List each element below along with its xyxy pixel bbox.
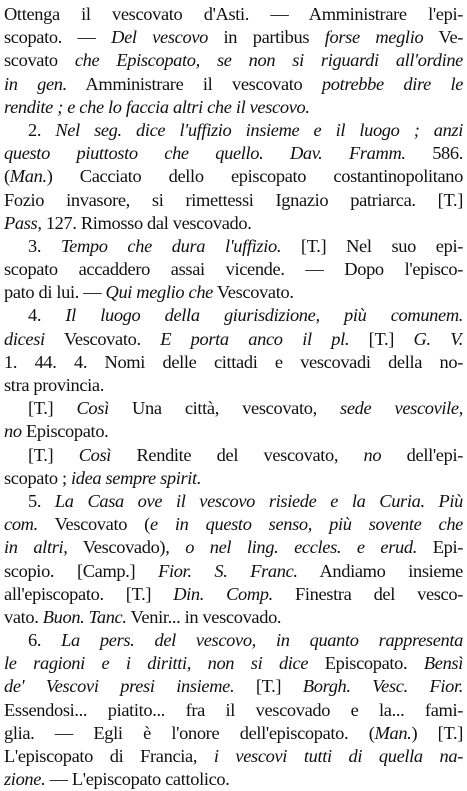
roman-text: Ve- — [423, 27, 463, 48]
roman-text: 127. Rimosso dal vescovado. — [41, 212, 252, 233]
italic-text: in gen. — [4, 73, 67, 94]
italic-text: Man. — [374, 722, 412, 743]
italic-text: Del vescovo — [111, 27, 208, 48]
text-line — [4, 212, 463, 235]
roman-text: [T.] — [234, 676, 303, 697]
text-line — [4, 699, 463, 722]
roman-text: 3. — [28, 235, 61, 256]
roman-text: [T.] — [349, 328, 414, 349]
italic-text: Così — [78, 444, 112, 465]
roman-text: scopato. — — [4, 27, 112, 48]
roman-text: Vescovato ( — [37, 514, 150, 535]
roman-text: [T.] — [28, 444, 79, 465]
text-line — [4, 652, 463, 675]
italic-text: Borgh. Vesc. Fior. — [302, 676, 463, 697]
roman-text: Andiamo insieme — [297, 560, 463, 581]
roman-text: scopato ; — [4, 467, 71, 488]
roman-text: Fozio invasore, si rimettessi Ignazio patriarca. [T.] — [4, 189, 463, 210]
roman-text: scopato accaddero assai vicende. — Dopo l'episco- — [4, 259, 463, 280]
text-line — [4, 49, 463, 72]
roman-text: [T.] — [28, 398, 77, 419]
text-line — [4, 235, 463, 258]
text-line — [4, 420, 463, 443]
italic-text: questo piuttosto che quello. Dav. Framm. — [4, 143, 406, 164]
roman-text: 6. — [28, 630, 62, 651]
italic-text: La pers. del vescovo, in quanto rappresenta — [61, 630, 463, 651]
italic-text: potrebbe dire le — [321, 73, 463, 94]
italic-text: Pass, — [4, 212, 42, 233]
roman-text: Venir... in vescovado. — [126, 606, 282, 627]
text-line — [4, 444, 463, 467]
roman-text: in partibus — [207, 27, 325, 48]
italic-text: G. V. — [413, 328, 463, 349]
text-line — [4, 3, 463, 26]
roman-text: scopio. [Camp.] — [4, 560, 159, 581]
roman-text: pato di lui. — — [4, 282, 106, 303]
roman-text: Rendite del vescovato, — [111, 444, 364, 465]
roman-text: scovato — [4, 50, 75, 71]
italic-text: dicesi — [4, 328, 45, 349]
italic-text: le ragioni e i diritti, non si dice — [4, 653, 309, 674]
roman-text: Essendosi... piatito... fra il vescovado e la... fami- — [4, 699, 463, 720]
text-line — [4, 560, 463, 583]
roman-text: Epi- — [417, 537, 463, 558]
text-line — [4, 328, 463, 351]
italic-text: rendite ; e che lo faccia altri che il vescovo. — [4, 96, 310, 117]
text-line — [4, 467, 463, 490]
italic-text: forse meglio — [324, 27, 424, 48]
roman-text: — L'episcopato cattolico. — [45, 769, 230, 790]
text-line — [4, 606, 463, 629]
roman-text: ) [T.] — [411, 722, 463, 743]
roman-text: ( — [4, 166, 10, 187]
text-line — [4, 165, 463, 188]
italic-text: e in questo senso, più sovente che — [149, 514, 463, 535]
italic-text: Din. Comp. — [173, 583, 273, 604]
roman-text: Episcopato. — [21, 421, 109, 442]
text-line — [4, 351, 463, 374]
roman-text: 5. — [28, 490, 55, 511]
roman-text: 1. 44. 4. Nomi delle cittadi e vescovadi della no- — [4, 351, 463, 372]
italic-text: E porta anco il pl. — [160, 328, 350, 349]
roman-text: L'episcopato di Francia, — [4, 746, 214, 766]
roman-text: 2. — [28, 119, 56, 140]
roman-text: 586. — [405, 143, 463, 164]
italic-text: o nel ling. eccles. e erud. — [185, 537, 417, 558]
italic-text: i vescovi tutti di quella na- — [213, 746, 463, 766]
roman-text: stra provincia. — [4, 375, 104, 395]
text-line — [4, 722, 463, 745]
roman-text: glia. — Egli è l'onore dell'episcopato. ( — [4, 722, 375, 743]
text-line — [4, 513, 463, 536]
text-line — [4, 374, 463, 397]
text-line — [4, 536, 463, 559]
italic-text: Nel seg. dice l'uffizio insieme e il luogo ; anzi — [55, 119, 463, 140]
italic-text: Bensì — [423, 653, 463, 674]
text-line — [4, 119, 463, 142]
roman-text: Vescovado), — [67, 537, 186, 558]
italic-text: no — [4, 421, 22, 442]
text-line — [4, 397, 463, 420]
text-line — [4, 73, 463, 96]
italic-text: de' Vescovi presi insieme. — [4, 676, 235, 697]
roman-text: vato. — [4, 606, 43, 627]
text-line — [4, 583, 463, 606]
text-line — [4, 304, 463, 327]
italic-text: Buon. Tanc. — [42, 606, 127, 627]
text-line — [4, 490, 463, 513]
text-line — [4, 142, 463, 165]
italic-text: Il luogo della giurisdizione, più comunem. — [65, 305, 463, 326]
italic-text: Fior. S. Franc. — [158, 560, 298, 581]
italic-text: Tempo che dura l'uffizio. — [60, 235, 282, 256]
text-line — [4, 629, 463, 652]
text-line — [4, 281, 463, 304]
roman-text: Vescovato. — [44, 328, 161, 349]
text-line — [4, 768, 463, 791]
roman-text: 4. — [28, 305, 66, 326]
roman-text: Amministrare il vescovato — [66, 73, 322, 94]
italic-text: com. — [4, 514, 38, 535]
italic-text: che Episcopato, se non si riguardi all'ordine — [74, 50, 463, 71]
text-line — [4, 189, 463, 212]
italic-text: idea sempre spirit. — [70, 467, 202, 488]
roman-text: dell'epi- — [381, 444, 463, 465]
italic-text: in altri, — [4, 537, 68, 558]
roman-text: Finestra del vesco- — [272, 583, 463, 604]
italic-text: Qui meglio che — [105, 282, 213, 303]
text-line — [4, 745, 463, 768]
roman-text: all'episcopato. [T.] — [4, 583, 174, 604]
roman-text: [T.] Nel suo epi- — [281, 235, 463, 256]
text-line — [4, 96, 463, 119]
italic-text: Così — [76, 398, 109, 419]
roman-text: Episcopato. — [308, 653, 424, 674]
roman-text: ) Cacciato dello episcopato costantinopolitano — [46, 166, 463, 187]
italic-text: La Casa ove il vescovo risiede e la Curia. Più — [54, 490, 463, 511]
italic-text: sede vescovile, — [340, 398, 463, 419]
text-line — [4, 675, 463, 698]
italic-text: no — [363, 444, 382, 465]
italic-text: Man. — [9, 166, 47, 187]
italic-text: zione. — [4, 769, 46, 790]
roman-text: Una città, vescovato, — [108, 398, 341, 419]
dictionary-entry-text — [4, 3, 463, 791]
roman-text: Ottenga il vescovato d'Asti. — Amministrare l'epi- — [4, 4, 463, 24]
text-line — [4, 258, 463, 281]
roman-text: Vescovato. — [212, 282, 294, 303]
text-line — [4, 26, 463, 49]
